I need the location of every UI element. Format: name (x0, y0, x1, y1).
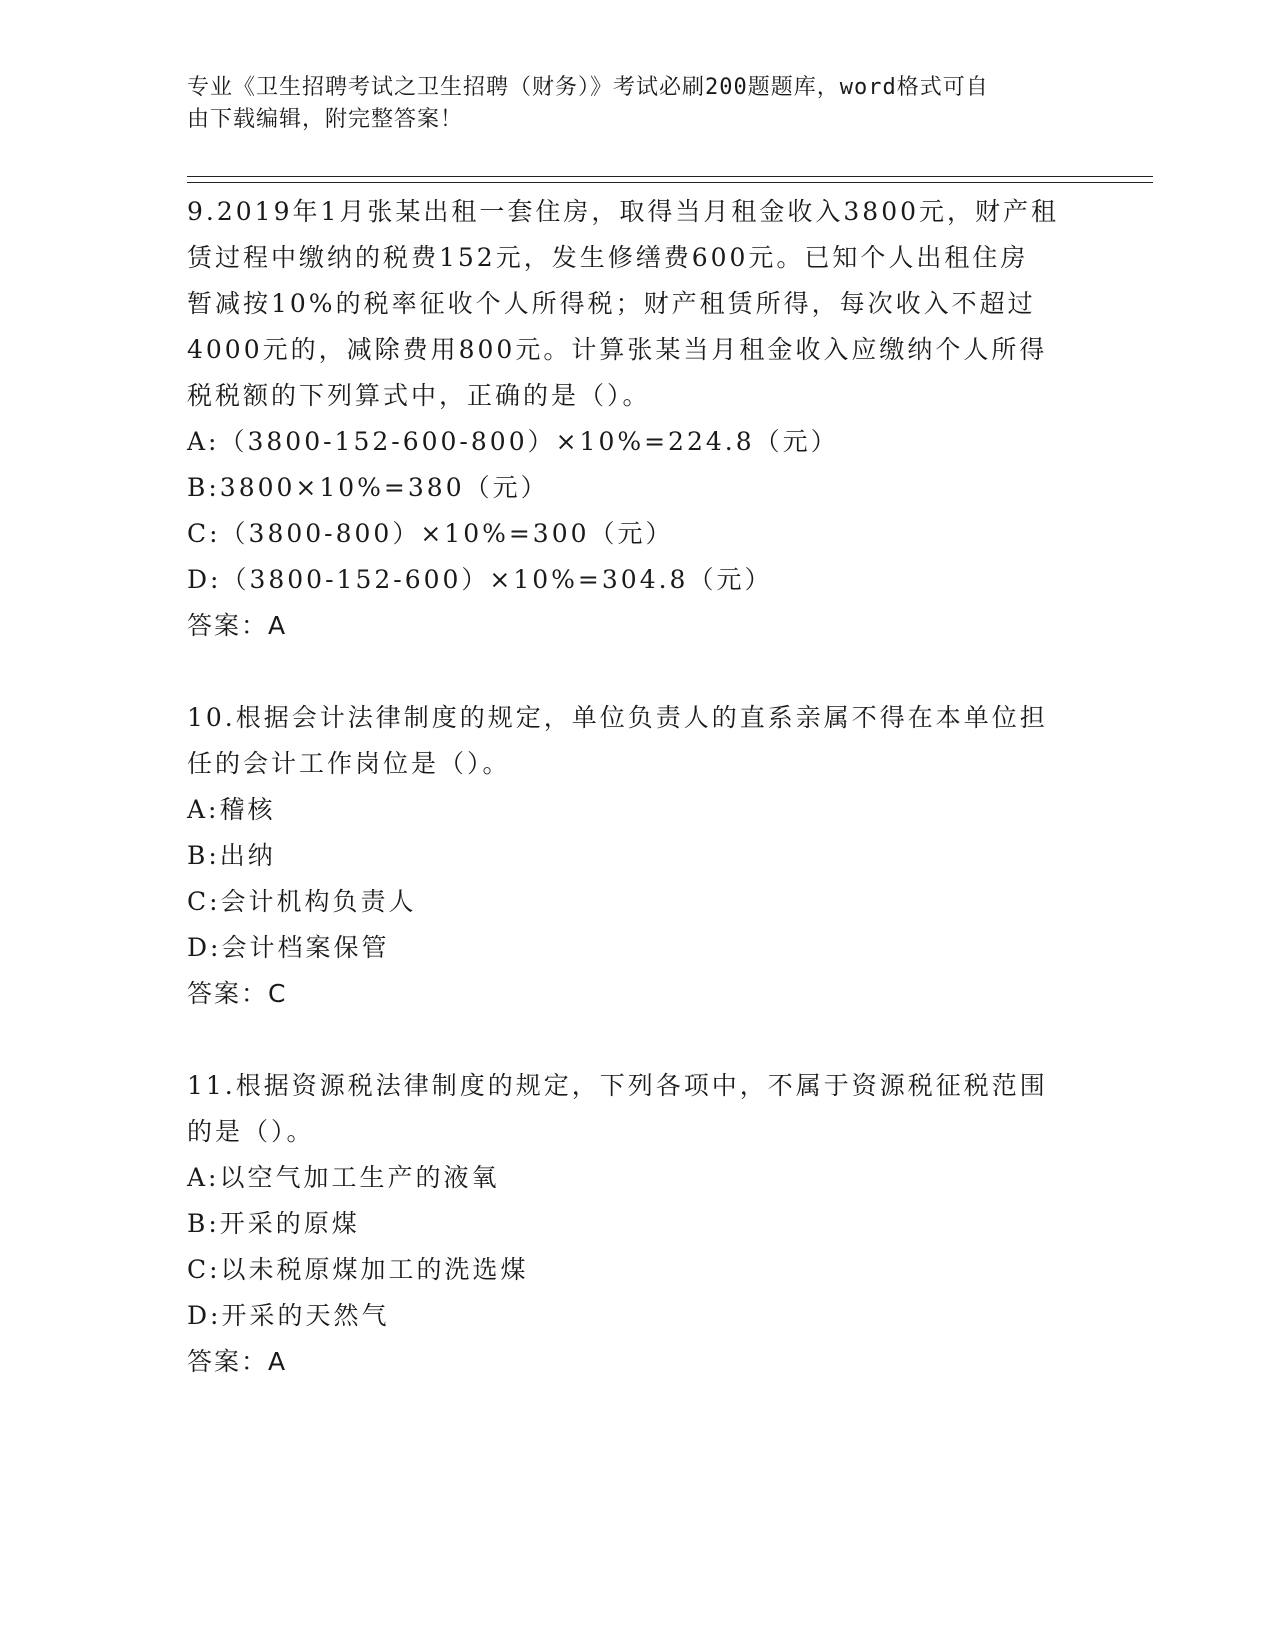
option-c: C:以未税原煤加工的洗选煤 (187, 1255, 529, 1284)
answer: 答案：C (187, 979, 288, 1008)
header-line-2: 由下载编辑，附完整答案！ (187, 107, 464, 132)
question-text: 的是（）。 (187, 1117, 315, 1146)
header-divider-bottom (187, 182, 1153, 183)
question-10 (187, 695, 1087, 1017)
question-list (187, 189, 1087, 1385)
option-d: D:（3800-152-600）×10%=304.8（元） (187, 565, 773, 594)
header-line-1: 专业《卫生招聘考试之卫生招聘（财务）》考试必刷200题题库，word格式可自 (187, 75, 989, 100)
question-text: 4000元的，减除费用800元。计算张某当月租金收入应缴纳个人所得 (187, 335, 1048, 364)
question-11 (187, 1063, 1087, 1385)
option-a: A:稽核 (187, 795, 276, 824)
option-c: C:（3800-800）×10%=300（元） (187, 519, 674, 548)
option-d: D:开采的天然气 (187, 1301, 390, 1330)
question-text: 11.根据资源税法律制度的规定，下列各项中，不属于资源税征税范围 (187, 1071, 1048, 1100)
option-c: C:会计机构负责人 (187, 887, 417, 916)
question-text: 赁过程中缴纳的税费152元，发生修缮费600元。已知个人出租住房 (187, 243, 1029, 272)
option-b: B:开采的原煤 (187, 1209, 360, 1238)
spacer (187, 1017, 1087, 1063)
document-header (187, 72, 1087, 136)
question-9 (187, 189, 1087, 649)
answer: 答案：A (187, 1347, 288, 1376)
option-b: B:3800×10%=380（元） (187, 473, 549, 502)
option-a: A:（3800-152-600-800）×10%=224.8（元） (187, 427, 839, 456)
spacer (187, 649, 1087, 695)
option-b: B:出纳 (187, 841, 276, 870)
option-d: D:会计档案保管 (187, 933, 390, 962)
question-text: 10.根据会计法律制度的规定，单位负责人的直系亲属不得在本单位担 (187, 703, 1048, 732)
question-text: 任的会计工作岗位是（）。 (187, 749, 511, 778)
question-text: 税税额的下列算式中，正确的是（）。 (187, 381, 651, 410)
option-a: A:以空气加工生产的液氧 (187, 1163, 500, 1192)
answer: 答案：A (187, 611, 288, 640)
question-text: 9.2019年1月张某出租一套住房，取得当月租金收入3800元，财产租 (187, 197, 1060, 226)
header-divider-top (187, 176, 1153, 177)
question-text: 暂减按10%的税率征收个人所得税；财产租赁所得，每次收入不超过 (187, 289, 1036, 318)
